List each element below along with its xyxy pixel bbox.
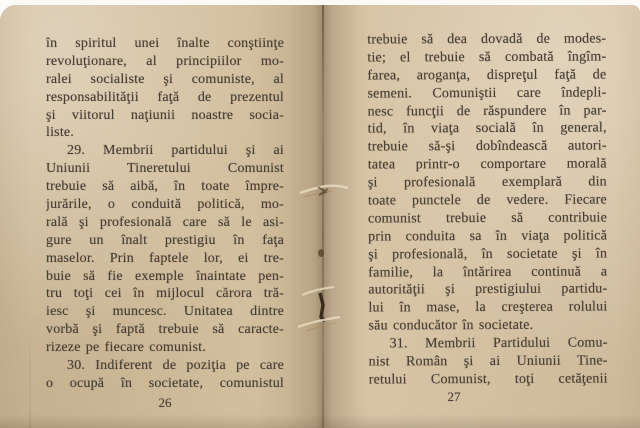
text-line: ralei socialiste şi comuniste, al	[46, 71, 284, 87]
text-line: maselor. Prin faptele lor, ei tre-	[46, 250, 284, 266]
page-left	[0, 5, 322, 428]
text-line: Uniunii Tineretului Comunist	[46, 161, 284, 177]
text-line: nesc funcţii de răspundere în par-	[367, 103, 607, 120]
text-line: autorităţii şi prestigiului partidu-	[368, 281, 608, 298]
text-line: iesc şi muncesc. Unitatea dintre	[46, 304, 284, 320]
text-line: tatea printr-o comportare morală	[367, 156, 607, 173]
page-left-text	[46, 35, 284, 393]
text-line: trebuie să dea dovadă de modes-	[367, 31, 607, 48]
text-line: nist Român şi ai Uniunii Tine-	[368, 353, 608, 370]
paper-fold-line	[29, 315, 31, 428]
page-right	[322, 5, 640, 428]
text-line: vorbă şi faptă trebuie să caracte-	[46, 322, 284, 338]
text-line: 30. Indiferent de poziţia pe care	[67, 358, 284, 374]
text-line: şi profesională exemplară din	[367, 174, 607, 191]
text-line: revoluţionare, al principiilor mo-	[46, 53, 284, 69]
text-line: tie; el trebuie să combată îngîm-	[367, 49, 607, 66]
text-line: responsabilităţii faţă de prezentul	[46, 89, 284, 105]
text-line: său conducător în societate.	[368, 318, 534, 334]
book-spread	[0, 5, 640, 428]
text-line: jurările, o conduită politică, mo-	[46, 197, 284, 213]
text-line: 31. Membrii Partidului Comu-	[389, 335, 608, 352]
text-line: trebuie să-şi dobîndească autori-	[367, 138, 607, 155]
page-number-left: 26	[158, 395, 172, 410]
text-line: tid, în viaţa socială în general,	[367, 120, 607, 137]
text-line: retului Comunist, toţi cetăţenii	[368, 371, 608, 388]
text-line: toate punctele de vedere. Fiecare	[367, 192, 607, 209]
text-line: rală şi profesională care să le asi-	[46, 214, 284, 230]
text-line: familie, la întărirea continuă a	[368, 264, 608, 281]
text-line: tru toţi cei în mijlocul cărora tră-	[46, 286, 284, 302]
text-line: comunist trebuie să contribuie	[368, 210, 608, 227]
text-line: o ocupă în societate, comunistul	[46, 375, 284, 391]
text-line: gure un înalt prestigiu în faţa	[46, 232, 284, 248]
page-right-text	[367, 30, 608, 389]
text-line: rizeze pe fiecare comunist.	[46, 340, 206, 356]
text-line: prin conduita sa în viaţa politică	[368, 228, 608, 245]
text-line: buie să fie exemple înaintate pen-	[46, 268, 284, 284]
text-line: semeni. Comuniştii care îndepli-	[367, 85, 607, 102]
text-line: trebuie să aibă, în toate împre-	[46, 179, 284, 195]
text-line: liste.	[46, 125, 75, 141]
page-number-right: 27	[447, 389, 461, 404]
text-line: şi viitorul naţiunii noastre socia-	[46, 107, 284, 123]
text-line: 29. Membrii partidului şi ai	[67, 143, 284, 159]
text-line: şi profesională, în societate şi în	[368, 246, 608, 263]
text-line: lui în mase, la creşterea rolului	[368, 299, 608, 316]
text-line: farea, aroganţa, dispreţul faţă de	[367, 67, 607, 84]
text-line: în spiritul unei înalte conştiinţe	[46, 36, 284, 51]
